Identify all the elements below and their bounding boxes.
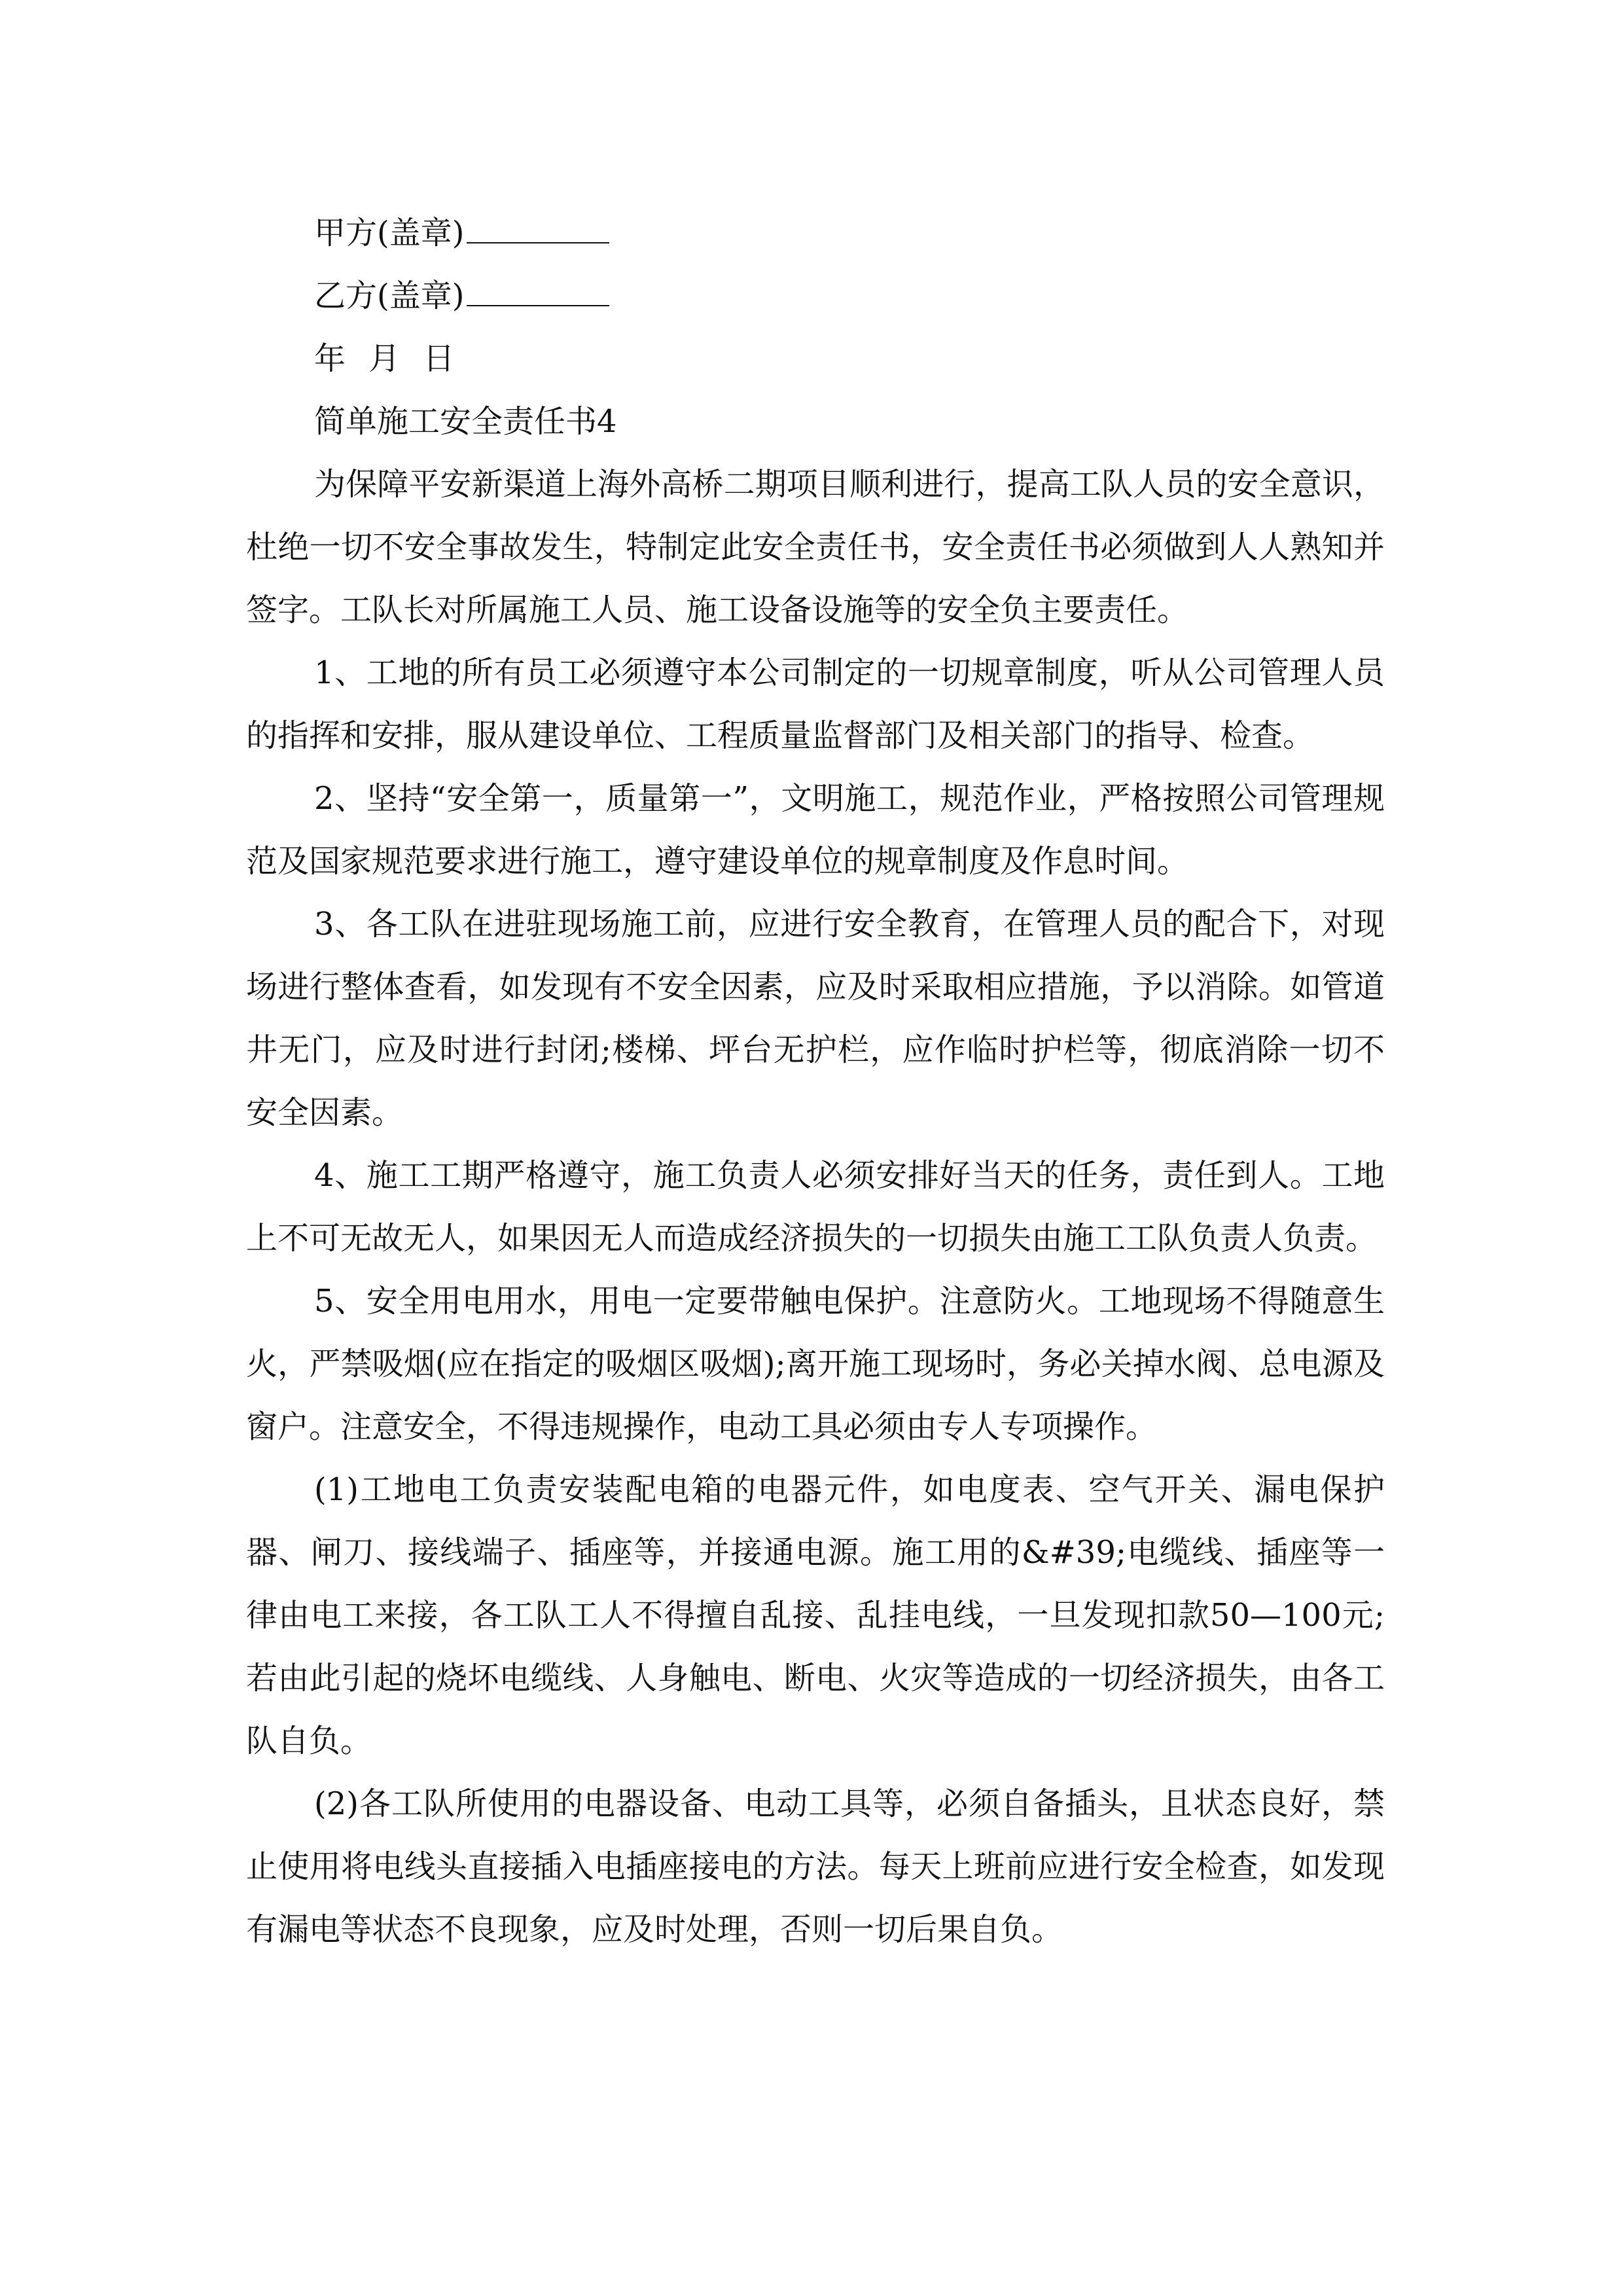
party-a-label: 甲方(盖章) xyxy=(314,215,465,251)
clause-1: 1、工地的所有员工必须遵守本公司制定的一切规章制度，听从公司管理人员的指挥和安排，服从建设单位、工程质量监督部门及相关部门的指导、检查。 xyxy=(246,655,1385,754)
section-title: 简单施工安全责任书4 xyxy=(314,403,617,440)
clause-3: 3、各工队在进驻现场施工前，应进行安全教育，在管理人员的配合下，对现场进行整体查看，如发现有不安全因素，应及时采取相应措施，予以消除。如管道井无门，应及时进行封闭;楼梯、坪台无护栏，应作临时护栏等，彻底消除一切不安全因素。 xyxy=(246,906,1385,1131)
party-b-signature-line xyxy=(246,264,1385,327)
intro-paragraph: 为保障平安新渠道上海外高桥二期项目顺利进行，提高工队人员的安全意识，杜绝一切不安全事故发生，特制定此安全责任书，安全责任书必须做到人人熟知并签字。工队长对所属施工人员、施工设备设施等的安全负主要责任。 xyxy=(246,466,1385,628)
party-a-signature-line xyxy=(246,202,1385,264)
party-b-label: 乙方(盖章) xyxy=(314,278,465,314)
sub-clause-1: (1)工地电工负责安装配电箱的电器元件，如电度表、空气开关、漏电保护器、闸刀、接线端子、插座等，并接通电源。施工用的&#39;电缆线、插座等一律由电工来接，各工队工人不得擅自乱接、乱挂电线，一旦发现扣款50—100元;若由此引起的烧坏电缆线、人身触电、断电、火灾等造成的一切经济损失，由各工队自负。 xyxy=(246,1471,1385,1759)
date-line: 年 月 日 xyxy=(314,340,455,377)
clause-5: 5、安全用电用水，用电一定要带触电保护。注意防火。工地现场不得随意生火，严禁吸烟(应在指定的吸烟区吸烟);离开施工现场时，务必关掉水阀、总电源及窗户。注意安全，不得违规操作，电动工具必须由专人专项操作。 xyxy=(246,1283,1385,1445)
document-page xyxy=(246,202,1385,1961)
party-b-blank xyxy=(467,279,609,306)
sub-clause-2: (2)各工队所使用的电器设备、电动工具等，必须自备插头，且状态良好，禁止使用将电线头直接插入电插座接电的方法。每天上班前应进行安全检查，如发现有漏电等状态不良现象，应及时处理，否则一切后果自负。 xyxy=(246,1785,1385,1948)
clause-2: 2、坚持“安全第一，质量第一”，文明施工，规范作业，严格按照公司管理规范及国家规范要求进行施工，遵守建设单位的规章制度及作息时间。 xyxy=(246,780,1385,880)
party-a-blank xyxy=(467,216,609,243)
clause-4: 4、施工工期严格遵守，施工负责人必须安排好当天的任务，责任到人。工地上不可无故无人，如果因无人而造成经济损失的一切损失由施工工队负责人负责。 xyxy=(246,1157,1385,1257)
